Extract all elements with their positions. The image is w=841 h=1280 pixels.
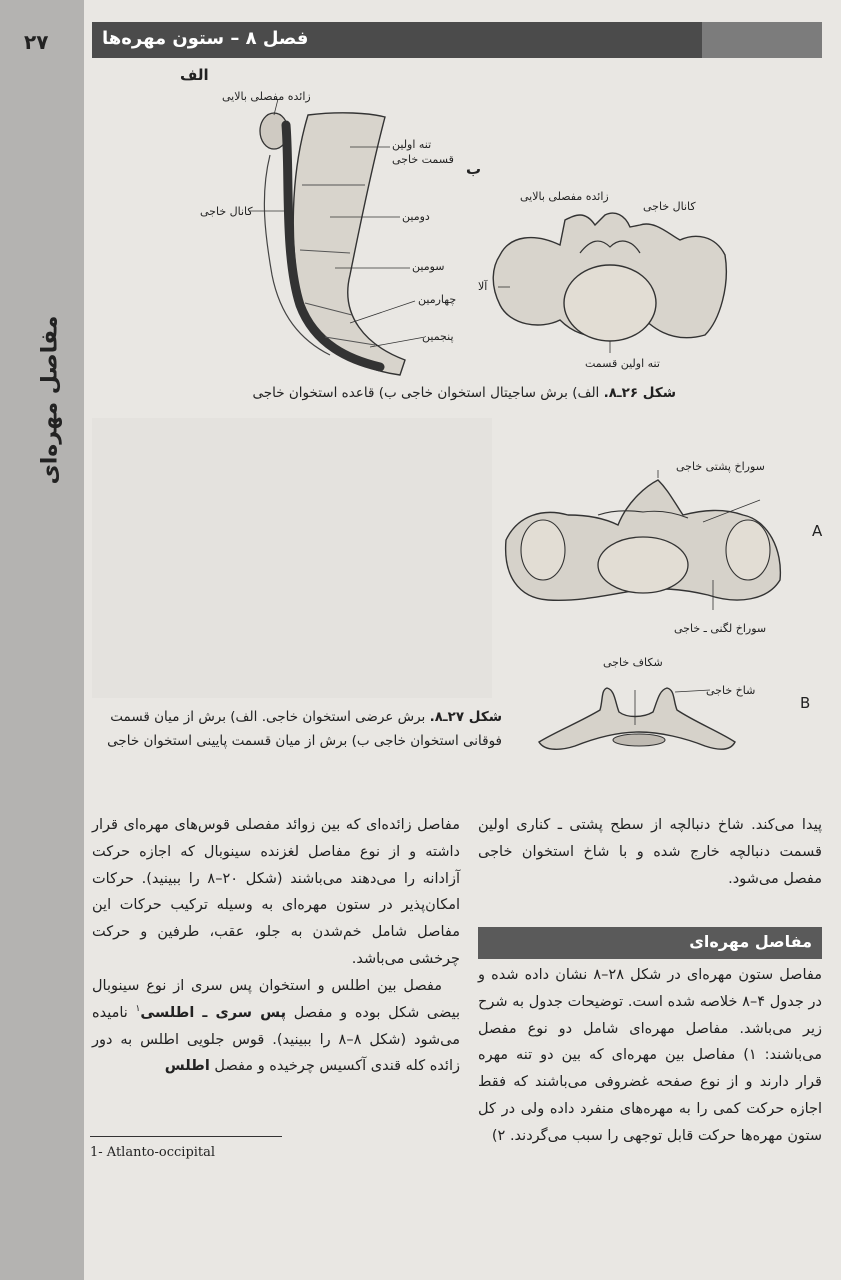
header-accent (702, 22, 822, 58)
fig26b-canal: کانال خاجی (643, 200, 696, 213)
fig26-caption-bold: شکل ۲۶ـ۸. (603, 385, 676, 401)
section-heading (478, 927, 822, 959)
fig27-caption-bold: شکل ۲۷ـ۸. (429, 709, 502, 725)
left-para-2-bold: پس سری ـ اطلسی (140, 1004, 287, 1021)
left-para-2-bold2: اطلس (164, 1058, 210, 1075)
page-margin-strip (0, 0, 84, 1280)
left-column (92, 812, 460, 1080)
right-intro-text: پیدا می‌کند. شاخ دنبالچه از سطح پشتی ـ کناری اولین قسمت دنبالچه خارج شده و با شاخ استخوان خاجی مفصل می‌شود. (478, 817, 822, 887)
fig27b-hiatus: شکاف خاجی (603, 656, 663, 669)
fig26-label-b: ب (466, 160, 482, 178)
fig27a-dorsal-foramen: سوراخ پشتی خاجی (676, 460, 765, 473)
fig26-label-a: الف (180, 66, 209, 84)
fig26a-body-first-2: قسمت خاجی (392, 153, 454, 166)
fig26-caption-text: الف) برش ساجیتال استخوان خاجی ب) قاعده استخوان خاجی (252, 385, 604, 401)
fig26a-fifth: پنجمین (422, 330, 454, 343)
fig26-caption (156, 382, 676, 406)
left-para-2 (92, 973, 460, 1080)
fig27-caption-line2: فوقانی استخوان خاجی ب) برش از میان قسمت پایینی استخوان خاجی (107, 732, 502, 749)
fig27-caption-line1: برش عرضی استخوان خاجی. الف) برش از میان قسمت (110, 709, 430, 725)
right-column-section (478, 962, 822, 1150)
side-title-text: مفاصل مهره‌ای (37, 315, 63, 485)
fig27-label-B: B (800, 694, 811, 712)
fig27b-cornu: شاخ خاجی (706, 684, 756, 697)
left-para-2-start: مفصل بین اطلس و استخوان پس سری از نوع سینوبال بیضی شکل بوده و مفصل (92, 977, 460, 1021)
fig26a-body-first: تنه اولین (392, 138, 432, 151)
fig27a-pelvic-foramen: سوراخ لگنی ـ خاجی (674, 622, 767, 635)
fig26a-third: سومین (412, 260, 445, 273)
background-region (92, 418, 492, 698)
page-number: ۲۷ (24, 30, 49, 54)
fig26b-superior-articular: زائده مفصلی بالایی (520, 190, 609, 203)
fig26a-second: دومین (402, 210, 430, 223)
section-heading-text: مفاصل مهره‌ای (689, 932, 812, 951)
section-body-text: مفاصل ستون مهره‌ای در شکل ۲۸–۸ نشان داده شده و در جدول ۴–۸ خلاصه شده است. توضیحات جدول به شرح زیر می‌باشد. مفاصل مهره‌ای شامل دو نوع مفصل می‌باشند: ۱) مفاصل بین مهره‌ای که بین دو تنه مهره قرار دارند و از نوع صفحه غضروفی می‌باشند که فقط اجازه حرکت کمی را به مهره‌های منفرد داده ولی در کل ستون مهره‌ها حرکت قابل توجهی را سبب می‌گردند. ۲) (478, 967, 823, 1144)
fig27-label-A: A (812, 522, 823, 540)
chapter-header (92, 22, 822, 58)
fig26b-illustration (480, 195, 740, 355)
fig26a-superior-articular: زائده مفصلی بالایی (222, 90, 311, 103)
footnote-ref: ۱ (135, 1003, 141, 1014)
fig26b-ala: آلا (478, 280, 488, 293)
fig27a-illustration (498, 470, 788, 610)
chapter-title: فصل ۸ – ستون مهره‌ها (102, 28, 309, 49)
left-para-1: مفاصل زائده‌ای که بین زوائد مفصلی قوس‌های مهره‌ای قرار داشته و از نوع مفاصل لغزنده سینوبال که اجازه حرکت آزادانه را می‌دهند می‌باشند (شکل ۲۰–۸ را ببینید). حرکات امکان‌پذیر در ستون مهره‌ای به وسیله ترکیب حرکات این مفاصل شامل خم‌شدن به جلو، عقب، طرفین و حرکت چرخشی می‌باشد. (92, 817, 460, 968)
footnote-text: 1- Atlanto-occipital (90, 1145, 216, 1160)
footnote-divider (90, 1136, 282, 1137)
fig26a-fourth: چهارمین (418, 293, 457, 306)
fig26b-body-first: تنه اولین قسمت (585, 357, 660, 370)
side-title (30, 300, 70, 500)
fig26a-canal: کانال خاجی (200, 205, 253, 218)
right-column-intro (478, 812, 822, 892)
fig27-caption (92, 706, 502, 753)
left-para-2-mid: نامیده می‌شود (شکل ۸–۸ را ببینید). قوس جلویی اطلس به دور زائده کله قندی آکسیس چرخیده و مفصل (92, 1004, 460, 1075)
